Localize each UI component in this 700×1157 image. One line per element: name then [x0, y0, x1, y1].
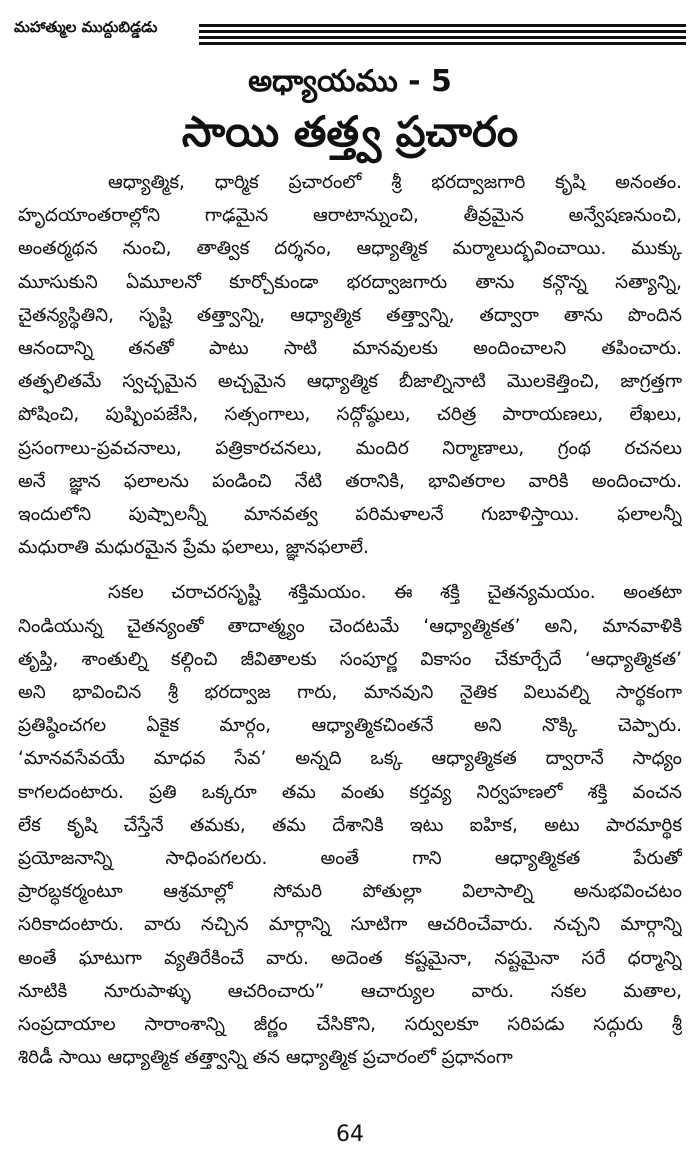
- text-line: తృప్తి, శాంతుల్ని కల్గించి జీవితాలకు సంపూర్ణ వికాసం చేకూర్చేదే ‘ఆధ్యాత్మికత’: [18, 648, 682, 670]
- text-line: ప్రారబ్ధకర్మంటూ ఆశ్రమాల్లో సోమరి పోతుల్లా విలాసాల్ని అనుభవించటం: [18, 881, 682, 903]
- text-line: ఇందులోని పుష్పాలన్నీ మానవత్వ పరిమళాలనే గుబాళిస్తాయి. ఫలాలన్నీ: [18, 504, 682, 526]
- running-title: మహాత్ముల ముద్దుబిడ్డడు: [14, 18, 158, 36]
- text-line: అంతర్మథన నుంచి, తాత్విక దర్శనం, ఆధ్యాత్మిక మర్మాలుద్భవించాయి. ముక్కు: [18, 238, 682, 260]
- text-line: ప్రతిష్ఠించగల ఏకైక మార్గం, ఆధ్యాత్మికచింతనే అని నొక్కి చెప్పారు.: [18, 715, 682, 737]
- running-header: [14, 14, 686, 48]
- text-line: సకల చరాచరసృష్టి శక్తిమయం. ఈ శక్తి చైతన్యమయం. అంతటా: [108, 582, 682, 604]
- chapter-label: అధ్యాయము - 5: [248, 64, 452, 99]
- paragraph-gap: [18, 564, 682, 576]
- text-line: శిరిడీ సాయి ఆధ్యాత్మిక తత్త్వాన్ని తన ఆధ్యాత్మిక ప్రచారంలో ప్రధానంగా: [18, 1047, 513, 1069]
- body-text: [18, 166, 682, 1074]
- header-rule: [199, 42, 686, 45]
- text-line: ప్రయోజనాన్ని సాధింపగలరు. అంతే గాని ఆధ్యాత్మికత పేరుతో: [18, 848, 682, 870]
- page-number: 64: [336, 1122, 364, 1147]
- text-line: పోషించి, పుష్పింపజేసి, సత్సంగాలు, సద్గోష్ఠులు, చరిత్ర పారాయణలు, లేఖలు,: [18, 404, 682, 426]
- text-line: ప్రసంగాలు-ప్రవచనాలు, పత్రికారచనలు, మందిర నిర్మాణాలు, గ్రంథ రచనలు: [18, 437, 682, 459]
- paragraph: [18, 576, 682, 1074]
- text-line: అని భావించిన శ్రీ భరద్వాజ గారు, మానవుని నైతిక విలువల్ని సార్థకంగా: [18, 682, 682, 704]
- text-line: అనే జ్ఞాన ఫలాలను పండించి నేటి తరానికి, భావితరాల వారికి అందించారు.: [18, 470, 682, 492]
- text-line: ఆధ్యాత్మిక, ధార్మిక ప్రచారంలో శ్రీ భరద్వాజగారి కృషి అనంతం.: [108, 172, 682, 193]
- header-rule: [199, 36, 686, 39]
- text-line: మూసుకుని ఏమూలనో కూర్చోకుండా భరద్వాజగారు తాను కన్గొన్న సత్యాన్ని,: [18, 271, 682, 293]
- text-line: నూటికి నూరుపాళ్ళు ఆచరించారు” ఆచార్యుల వారు. సకల మతాల,: [18, 980, 682, 1002]
- text-line: అంతే ఘాటుగా వ్యతిరేకించే వారు. అదెంత కష్టమైనా, నష్టమైనా సరే ధర్మాన్ని: [18, 947, 682, 969]
- header-rules: [199, 24, 686, 48]
- text-line: చైతన్యస్థితిని, సృష్టి తత్త్వాన్ని, ఆధ్యాత్మిక తత్త్వాన్ని, తద్వారా తాను పొందిన: [18, 304, 682, 326]
- text-line: కాగలదంటారు. ప్రతి ఒక్కరూ తమ వంతు కర్తవ్య నిర్వహణలో శక్తి వంచన: [18, 781, 682, 803]
- text-line: నిండియున్న చైతన్యంతో తాదాత్మ్యం చెందటమే ‘ఆధ్యాత్మికత’ అని, మానవాళికి: [18, 615, 682, 637]
- text-line: సరికాదంటారు. వారు నచ్చిన మార్గాన్ని సూటిగా ఆచరించేవారు. నచ్చని మార్గాన్ని: [18, 914, 682, 936]
- header-rule: [199, 30, 686, 33]
- chapter-title: సాయి తత్త్వ ప్రచారం: [181, 107, 519, 156]
- text-line: సంప్రదాయాల సారాంశాన్ని జీర్ణం చేసికొని, సర్వులకూ సరిపడు సద్గురు శ్రీ: [18, 1014, 682, 1036]
- text-line: ‘మానవసేవయే మాధవ సేవ’ అన్నది ఒక్క ఆధ్యాత్మికత ద్వారానే సాధ్యం: [18, 748, 682, 770]
- header-rule: [199, 24, 686, 27]
- text-line: తత్ఫలితమే స్వచ్ఛమైన అచ్చమైన ఆధ్యాత్మిక బీజాల్నినాటి మొలకెత్తించి, జాగ్రత్తగా: [18, 371, 682, 393]
- paragraph: [18, 166, 682, 564]
- text-line: హృదయాంతరాల్లోని గాఢమైన ఆరాటాన్నుంచి, తీవ్రమైన అన్వేషణనుంచి,: [18, 205, 682, 227]
- text-line: లేక కృషి చేస్తేనే తమకు, తమ దేశానికి ఇటు ఐహిక, అటు పారమార్థిక: [18, 814, 682, 836]
- text-line: మధురాతి మధురమైన ప్రేమ ఫలాలు, జ్ఞానఫలాలే.: [18, 537, 369, 559]
- text-line: ఆనందాన్ని తనతో పాటు సాటి మానవులకు అందించాలని తపించారు.: [18, 338, 682, 360]
